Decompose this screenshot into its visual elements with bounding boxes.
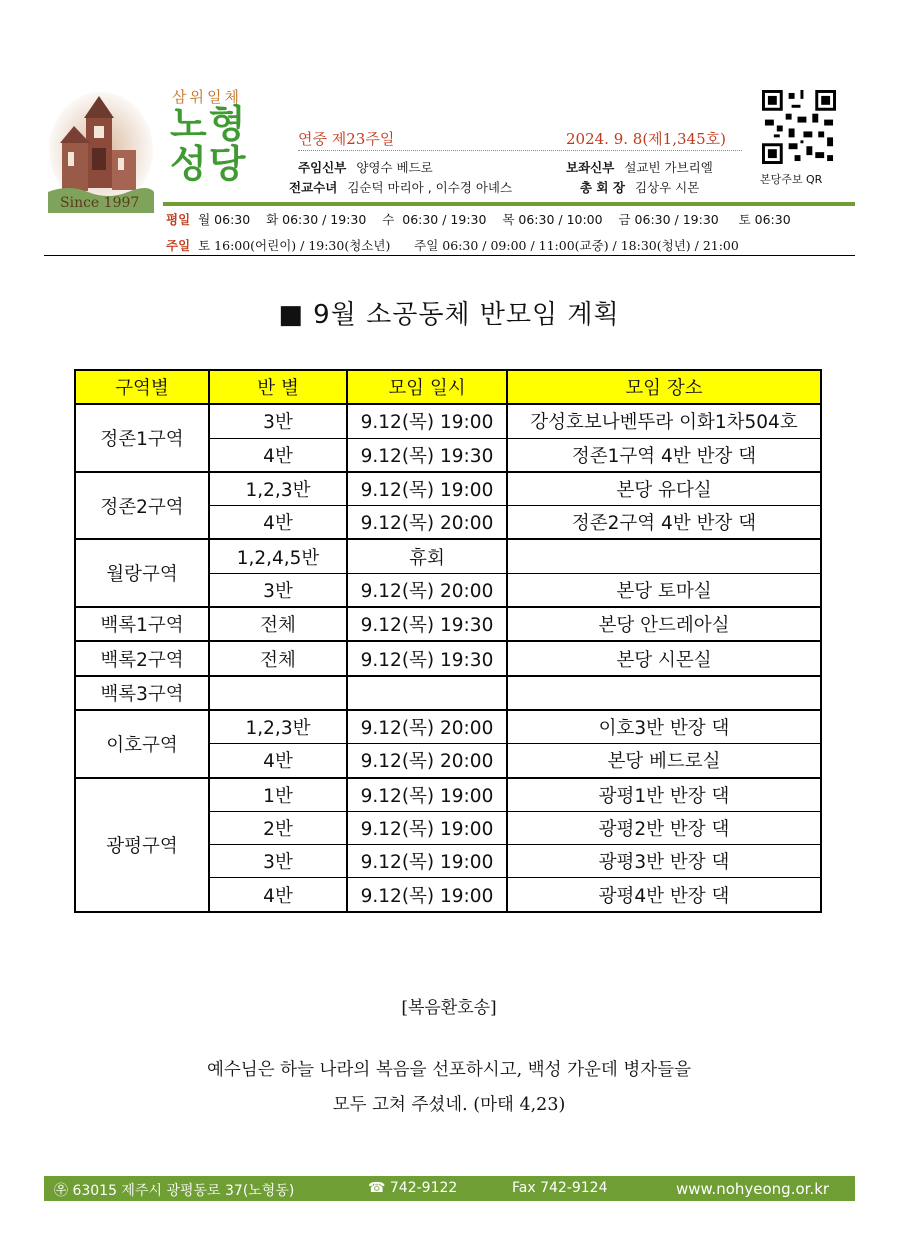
verse-line-2: 모두 고쳐 주셨네. (마태 4,23) [332, 1095, 566, 1115]
time-cell: 9.12(목) 19:00 [347, 404, 507, 438]
table-row [75, 404, 821, 438]
divider-dotted [298, 150, 742, 151]
since-label: Since 1997 [60, 195, 140, 211]
table-row [75, 472, 821, 506]
verse-line-1: 예수님은 하늘 나라의 복음을 선포하시고, 백성 가운데 병자들을 [206, 1060, 692, 1080]
time-cell: 9.12(목) 20:00 [347, 710, 507, 744]
district-cell: 이호구역 [75, 710, 209, 778]
table-row [75, 539, 821, 573]
group-cell: 1반 [209, 778, 347, 812]
motto: 삼위일체 [172, 88, 242, 106]
group-cell: 4반 [209, 878, 347, 912]
time-cell: 9.12(목) 19:00 [347, 472, 507, 506]
place-cell: 광평2반 반장 댁 [507, 811, 821, 844]
group-cell: 3반 [209, 573, 347, 607]
staff-assistant: 보좌신부 설교빈 가브리엘 [566, 160, 713, 175]
footer-bar [44, 1176, 855, 1201]
parish-logo [170, 104, 247, 184]
group-cell: 3반 [209, 845, 347, 878]
group-cell [209, 676, 347, 710]
staff-pastor: 주임신부 양영수 베드로 [298, 160, 433, 175]
district-cell: 백록3구역 [75, 676, 209, 710]
header-district: 구역별 [75, 370, 209, 404]
footer-website[interactable]: www.nohyeong.or.kr [676, 1180, 830, 1198]
time-cell: 9.12(목) 19:30 [347, 641, 507, 675]
time-cell: 9.12(목) 19:30 [347, 607, 507, 641]
place-cell: 본당 시몬실 [507, 641, 821, 675]
liturgical-sunday: 연중 제23주일 [298, 130, 395, 148]
footer-address: ㉾ 63015 제주시 광평동로 37(노형동) [54, 1183, 295, 1199]
place-cell: 본당 유다실 [507, 472, 821, 506]
group-cell: 1,2,3반 [209, 472, 347, 506]
page-title: ■ 9월 소공동체 반모임 계획 [278, 300, 620, 330]
district-cell: 월랑구역 [75, 539, 209, 607]
footer-phone: ☎ 742-9122 [368, 1180, 458, 1196]
district-cell: 백록1구역 [75, 607, 209, 641]
header-group: 반 별 [209, 370, 347, 404]
gospel-acclamation-title: [복음환호송] [401, 998, 497, 1018]
logo-line-2: 성당 [170, 142, 248, 186]
district-cell: 백록2구역 [75, 641, 209, 675]
meeting-plan-table [74, 369, 822, 913]
table-row [75, 607, 821, 641]
place-cell: 본당 안드레아실 [507, 607, 821, 641]
gospel-acclamation-text [0, 1053, 898, 1123]
table-row [75, 676, 821, 710]
time-cell: 9.12(목) 19:00 [347, 878, 507, 912]
place-cell: 강성호보나벤뚜라 이화1차504호 [507, 404, 821, 438]
place-cell: 광평1반 반장 댁 [507, 778, 821, 812]
place-cell: 정존1구역 4반 반장 댁 [507, 438, 821, 472]
group-cell: 4반 [209, 438, 347, 472]
table-header-row [75, 370, 821, 404]
time-cell: 9.12(목) 19:30 [347, 438, 507, 472]
district-cell: 정존2구역 [75, 472, 209, 540]
time-cell: 9.12(목) 19:00 [347, 778, 507, 812]
sunday-mass-schedule: 주일 토 16:00(어린이) / 19:30(청소년) 주일 06:30 / 09:00 / 11:00(교중) / 18:30(청년) / 21:00 [166, 238, 739, 253]
place-cell: 광평3반 반장 댁 [507, 845, 821, 878]
district-cell: 광평구역 [75, 778, 209, 912]
group-cell: 전체 [209, 641, 347, 675]
place-cell [507, 676, 821, 710]
header-place: 모임 장소 [507, 370, 821, 404]
place-cell: 정존2구역 4반 반장 댁 [507, 506, 821, 540]
place-cell: 본당 토마실 [507, 573, 821, 607]
table-row [75, 641, 821, 675]
place-cell: 광평4반 반장 댁 [507, 878, 821, 912]
time-cell: 9.12(목) 19:00 [347, 845, 507, 878]
table-row [75, 778, 821, 812]
group-cell: 전체 [209, 607, 347, 641]
place-cell: 이호3반 반장 댁 [507, 710, 821, 744]
table-row [75, 710, 821, 744]
place-cell: 본당 베드로실 [507, 744, 821, 778]
time-cell [347, 676, 507, 710]
time-cell: 9.12(목) 20:00 [347, 744, 507, 778]
issue-date: 2024. 9. 8(제1,345호) [566, 130, 726, 148]
time-cell: 9.12(목) 20:00 [347, 573, 507, 607]
group-cell: 4반 [209, 744, 347, 778]
qr-label: 본당주보 QR [760, 173, 823, 186]
group-cell: 3반 [209, 404, 347, 438]
time-cell: 9.12(목) 20:00 [347, 506, 507, 540]
group-cell: 1,2,4,5반 [209, 539, 347, 573]
header-green-bar [163, 202, 855, 206]
logo-line-1: 노형 [170, 102, 248, 146]
qr-code-icon[interactable] [762, 90, 836, 164]
staff-sisters: 전교수녀 김순덕 마리아 , 이수경 아녜스 [289, 180, 513, 195]
group-cell: 4반 [209, 506, 347, 540]
group-cell: 1,2,3반 [209, 710, 347, 744]
group-cell: 2반 [209, 811, 347, 844]
time-cell: 휴회 [347, 539, 507, 573]
time-cell: 9.12(목) 19:00 [347, 811, 507, 844]
header-time: 모임 일시 [347, 370, 507, 404]
footer-fax: Fax 742-9124 [512, 1180, 608, 1196]
place-cell [507, 539, 821, 573]
district-cell: 정존1구역 [75, 404, 209, 472]
weekday-mass-schedule: 평일 월 06:30 화 06:30 / 19:30 수 06:30 / 19:30 목 06:30 / 10:00 금 06:30 / 19:30 토 06:30 [166, 212, 791, 227]
header-divider [44, 255, 855, 256]
staff-president: 총 회 장 김상우 시몬 [580, 180, 700, 195]
